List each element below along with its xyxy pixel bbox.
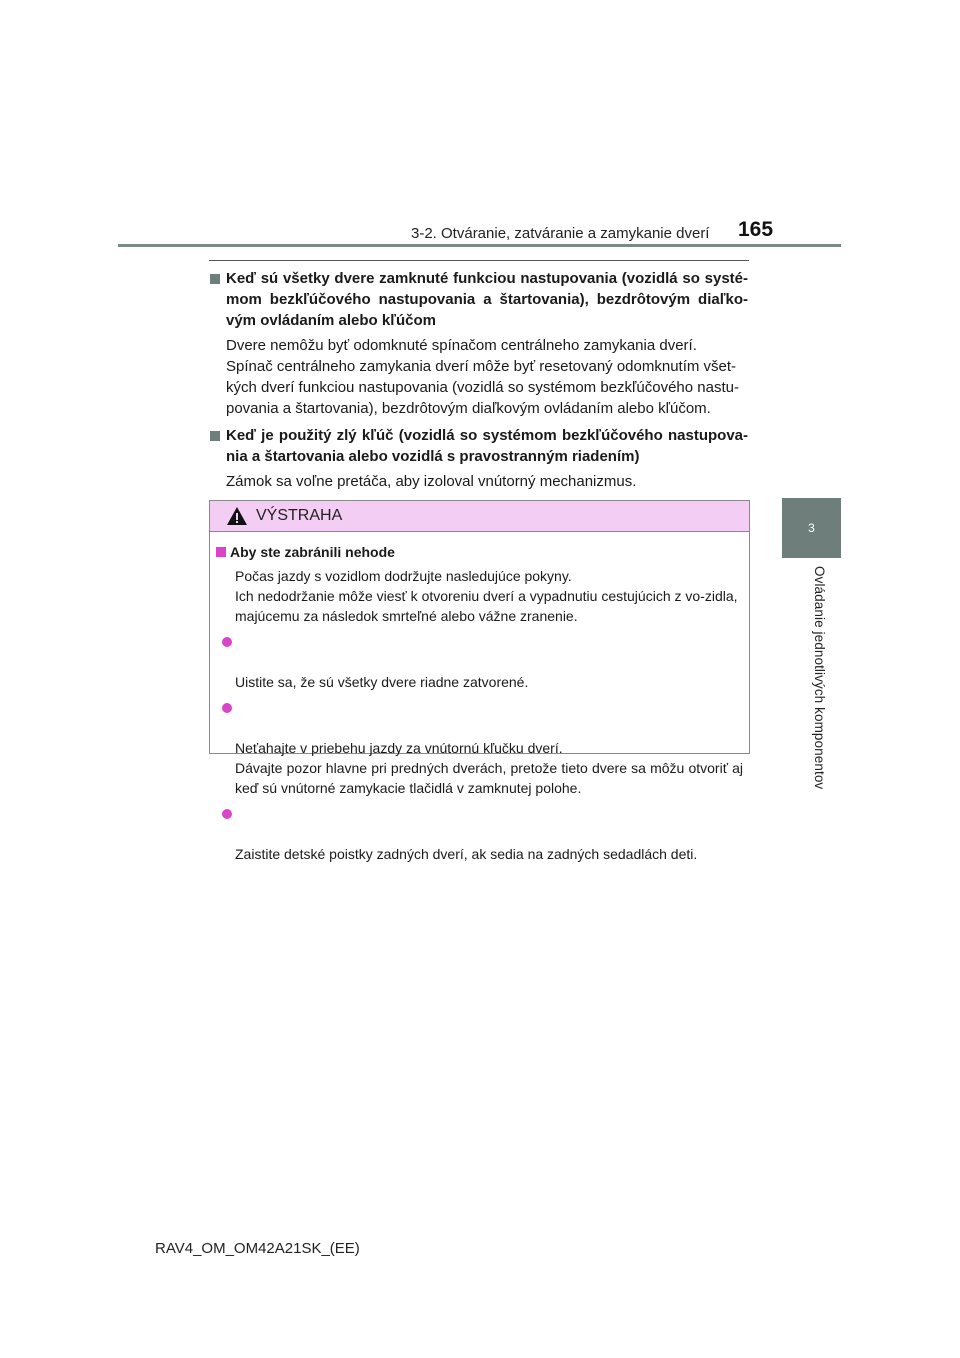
note-section <box>210 425 748 492</box>
warning-title-text: Aby ste zabránili nehode <box>230 544 395 560</box>
section-title: 3-2. Otváranie, zatváranie a zamykanie dverí <box>411 225 710 242</box>
document-code: RAV4_OM_OM42A21SK_(EE) <box>155 1240 360 1257</box>
warning-title <box>216 543 743 562</box>
note-section <box>210 268 748 419</box>
list-item <box>216 804 743 864</box>
content-divider <box>209 260 749 261</box>
circle-bullet-icon <box>222 637 232 647</box>
bullet-text: Neťahajte v priebehu jazdy za vnútornú kľučku dverí. Dávajte pozor hlavne pri predných dverách, pretože tieto dvere sa môžu otvoriť aj keď sú vnútorné zamykacie tlačidlá v zamknutej polohe. <box>235 740 743 796</box>
page-number: 165 <box>738 218 774 241</box>
warning-body <box>210 532 749 864</box>
note-body: Zámok sa voľne pretáča, aby izoloval vnútorný mechanizmus. <box>226 473 637 490</box>
warning-intro: Počas jazdy s vozidlom dodržujte nasledujúce pokyny. Ich nedodržanie môže viesť k otvoreniu dverí a vypadnutiu cestujúcich z vo-zidla, majúcemu za následok smrteľné alebo vážne zranenie. <box>235 568 738 624</box>
bullet-text: Uistite sa, že sú všetky dvere riadne zatvorené. <box>235 674 529 690</box>
header-divider <box>118 244 841 247</box>
square-bullet-icon <box>216 547 226 557</box>
note-title-text: Keď je použitý zlý kľúč (vozidlá so systémom bezkľúčového nastupova-nia a štartovania alebo vozidlá s pravostranným riadením) <box>226 427 748 465</box>
main-content <box>210 268 748 498</box>
bullet-text: Zaistite detské poistky zadných dverí, ak sedia na zadných sedadlách deti. <box>235 846 698 862</box>
warning-box <box>209 500 750 862</box>
warning-header <box>210 501 749 532</box>
chapter-number: 3 <box>808 521 815 535</box>
square-bullet-icon <box>210 274 220 284</box>
chapter-title: Ovládanie jednotlivých komponentov <box>812 566 827 790</box>
warning-label: VÝSTRAHA <box>256 507 343 524</box>
note-title <box>210 268 748 331</box>
square-bullet-icon <box>210 431 220 441</box>
note-title-text: Keď sú všetky dvere zamknuté funkciou nastupovania (vozidlá so systé-mom bezkľúčového nastupovania a štartovania), bezdrôtovým diaľko-vým ovládaním alebo kľúčom <box>226 270 748 329</box>
circle-bullet-icon <box>222 809 232 819</box>
note-title <box>210 425 748 467</box>
note-body: Dvere nemôžu byť odomknuté spínačom centrálneho zamykania dverí. Spínač centrálneho zamykania dverí môže byť resetovaný odomknutím všet-kých dverí funkciou nastupovania (vozidlá so systémom bezkľúčového nastu-povania a štartovania), bezdrôtovým diaľkovým ovládaním alebo kľúčom. <box>226 337 739 417</box>
warning-bullets <box>216 632 743 864</box>
list-item <box>216 698 743 798</box>
chapter-tab[interactable] <box>782 498 841 558</box>
circle-bullet-icon <box>222 703 232 713</box>
warning-triangle-icon <box>226 506 248 526</box>
list-item <box>216 632 743 692</box>
